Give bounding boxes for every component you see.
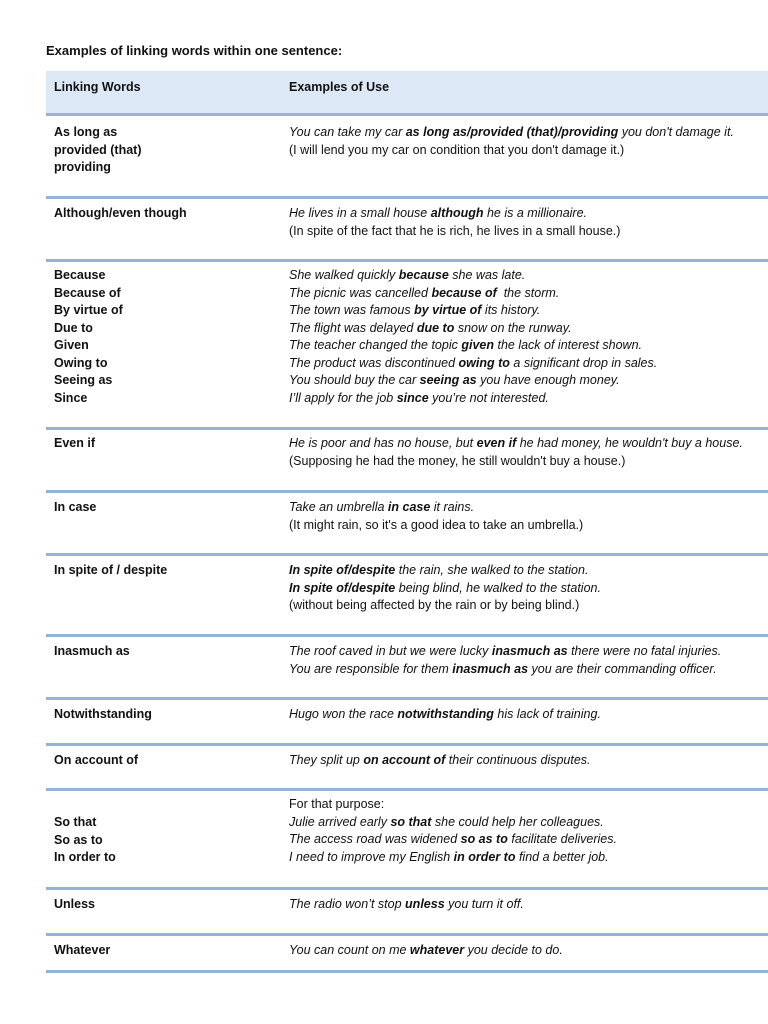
example-text: the storm. (496, 285, 560, 300)
example-line (289, 814, 617, 832)
linking-word: Due to (54, 320, 93, 335)
example-line: (In spite of the fact that he is rich, he lives in a small house.) (289, 223, 621, 238)
linking-word: Notwithstanding (54, 707, 152, 721)
example-line (289, 390, 657, 408)
linking-words-cell (54, 942, 110, 960)
example-line (289, 942, 563, 960)
example-text: you are their commanding officer. (528, 661, 717, 676)
example-text: The flight was delayed (289, 320, 417, 335)
examples-cell (289, 205, 620, 240)
example-text: You can take my car (289, 125, 406, 139)
linking-words-cell (54, 752, 138, 770)
linking-words-cell (54, 896, 95, 914)
linking-word: Owing to (54, 355, 108, 370)
linking-word: provided (that) (54, 142, 142, 157)
example-line: (Supposing he had the money, he still wouldn't buy a house.) (289, 453, 626, 468)
example-linking-word: In spite of/despite (289, 580, 396, 595)
linking-word: In case (54, 500, 97, 514)
linking-word: In order to (54, 850, 116, 864)
linking-word: Although/even though (54, 206, 187, 220)
linking-words-cell (54, 706, 152, 724)
example-line (289, 752, 591, 770)
page-title: Examples of linking words within one sentence: (46, 43, 343, 58)
example-text: Hugo won the race (289, 707, 398, 721)
table-row (46, 887, 768, 936)
example-text: You are responsible for them (289, 661, 453, 676)
examples-cell (289, 435, 743, 470)
example-line (289, 320, 657, 338)
example-text: the lack of interest shown. (494, 338, 642, 352)
example-line (289, 124, 734, 142)
table-row (46, 259, 768, 430)
example-text: The radio won’t stop (289, 897, 406, 911)
example-text: his lack of training. (493, 707, 601, 721)
example-text: you decide to do. (464, 943, 563, 957)
example-linking-word: because of (431, 285, 497, 300)
example-text: The town was famous (289, 303, 415, 317)
examples-cell (289, 499, 583, 534)
example-line (289, 372, 657, 390)
example-line (289, 580, 601, 598)
linking-word: Unless (54, 897, 95, 911)
example-linking-word: notwithstanding (397, 707, 494, 721)
example-linking-word: inasmuch as (452, 661, 529, 676)
example-linking-word: due to (416, 320, 455, 335)
example-text: he is a millionaire. (483, 206, 588, 220)
example-line (289, 267, 657, 285)
example-linking-word: even if (476, 436, 517, 450)
example-text: The teacher changed the topic (289, 338, 462, 352)
example-text: The access road was widened (289, 832, 461, 846)
example-linking-word: given (461, 338, 494, 352)
example-linking-word: seeing as (419, 373, 477, 387)
linking-word: Seeing as (54, 373, 113, 387)
example-text: there were no fatal injuries. (567, 644, 722, 658)
linking-words-cell (54, 267, 123, 407)
linking-word: Even if (54, 436, 95, 450)
example-linking-word: whatever (409, 943, 465, 957)
examples-cell (289, 124, 734, 159)
example-line (289, 355, 657, 373)
example-line (289, 643, 721, 661)
example-linking-word: by virtue of (414, 303, 482, 317)
example-text: Julie arrived early (289, 814, 391, 829)
example-line (289, 849, 617, 867)
example-text: you’re not interested. (428, 390, 549, 405)
linking-word: Because (54, 268, 106, 282)
examples-cell (289, 796, 617, 866)
examples-cell (289, 562, 601, 615)
example-text: you don't damage it. (618, 125, 734, 139)
linking-words-cell (54, 643, 130, 661)
table-row (46, 743, 768, 791)
examples-cell (289, 752, 591, 770)
example-text: a significant drop in sales. (509, 355, 658, 370)
example-line (289, 499, 583, 517)
example-text: You should buy the car (289, 373, 420, 387)
example-text: The picnic was cancelled (289, 285, 432, 300)
examples-cell (289, 706, 601, 724)
example-text: Take an umbrella (289, 500, 388, 514)
linking-word: Since (54, 390, 88, 405)
example-line (289, 661, 721, 679)
example-linking-word: in case (387, 500, 431, 514)
linking-words-cell (54, 205, 187, 223)
example-text: being blind, he walked to the station. (395, 580, 601, 595)
header-linking-words: Linking Words (54, 80, 141, 94)
example-line (289, 302, 657, 320)
example-text: it rains. (430, 500, 475, 514)
linking-words-table (46, 71, 768, 957)
example-text: They split up (289, 753, 364, 767)
linking-words-cell (54, 124, 142, 177)
example-text: you turn it off. (444, 897, 524, 911)
example-line (289, 562, 601, 580)
header-examples-of-use: Examples of Use (289, 80, 390, 94)
example-line: (I will lend you my car on condition that you don't damage it.) (289, 142, 625, 157)
table-row (46, 788, 768, 890)
example-text: He lives in a small house (289, 206, 431, 220)
table-header (46, 71, 768, 116)
linking-word: As long as (54, 125, 118, 139)
examples-cell (289, 896, 524, 914)
examples-cell (289, 942, 563, 960)
table-row (46, 427, 768, 493)
table-row (46, 634, 768, 700)
example-line (289, 831, 617, 849)
examples-cell (289, 643, 721, 678)
example-text: the rain, she walked to the station. (395, 563, 589, 577)
linking-words-cell (54, 562, 167, 580)
example-linking-word: owing to (458, 355, 510, 370)
example-line (289, 205, 620, 223)
linking-word: On account of (54, 753, 139, 767)
linking-word: Inasmuch as (54, 644, 130, 658)
example-text: you have enough money. (476, 373, 620, 387)
example-linking-word: as long as/provided (that)/providing (405, 125, 619, 139)
example-line: For that purpose: (289, 797, 385, 811)
example-text: he had money, he wouldn't buy a house. (516, 436, 743, 450)
linking-word: So that (54, 815, 97, 829)
example-line (289, 435, 743, 453)
linking-word: Whatever (54, 943, 111, 957)
example-text: their continuous disputes. (445, 753, 591, 767)
example-text: He is poor and has no house, but (289, 436, 477, 450)
example-text: The product was discontinued (289, 355, 459, 370)
example-linking-word: on account of (363, 753, 446, 767)
example-linking-word: so as to (460, 832, 508, 846)
example-line (289, 285, 657, 303)
example-linking-word: since (396, 390, 429, 405)
example-text: snow on the runway. (454, 320, 572, 335)
table-row (46, 697, 768, 746)
table-row (46, 490, 768, 556)
example-text: she could help her colleagues. (431, 814, 604, 829)
example-text: You can count on me (289, 943, 410, 957)
example-line (289, 706, 601, 724)
table-row (46, 933, 768, 973)
linking-word: providing (54, 160, 111, 174)
example-text: facilitate deliveries. (507, 832, 617, 846)
table-row (46, 116, 768, 199)
example-linking-word: In spite of/despite (289, 563, 396, 577)
table-row (46, 553, 768, 637)
example-linking-word: inasmuch as (491, 644, 568, 658)
example-text: its history. (481, 303, 541, 317)
linking-word: So as to (54, 832, 103, 847)
example-text: The roof caved in but we were lucky (289, 644, 492, 658)
examples-cell (289, 267, 657, 407)
example-line (289, 896, 524, 914)
example-line (289, 337, 657, 355)
table-row (46, 196, 768, 262)
example-line: (without being affected by the rain or by being blind.) (289, 598, 580, 612)
linking-word: Given (54, 338, 89, 352)
example-text: She walked quickly (289, 268, 399, 282)
example-text: find a better job. (515, 849, 609, 864)
example-linking-word: in order to (453, 849, 516, 864)
example-linking-word: because (398, 268, 449, 282)
linking-word: In spite of / despite (54, 563, 168, 577)
example-linking-word: although (430, 206, 484, 220)
example-text: I need to improve my English (289, 849, 454, 864)
linking-words-cell (54, 814, 116, 867)
example-text: I’ll apply for the job (289, 390, 397, 405)
linking-words-cell (54, 435, 95, 453)
linking-word: By virtue of (54, 303, 123, 317)
example-linking-word: unless (405, 897, 445, 911)
example-line: (It might rain, so it's a good idea to take an umbrella.) (289, 517, 584, 532)
linking-words-cell (54, 499, 96, 517)
example-text: she was late. (448, 268, 526, 282)
linking-word: Because of (54, 285, 121, 300)
example-linking-word: so that (390, 814, 432, 829)
